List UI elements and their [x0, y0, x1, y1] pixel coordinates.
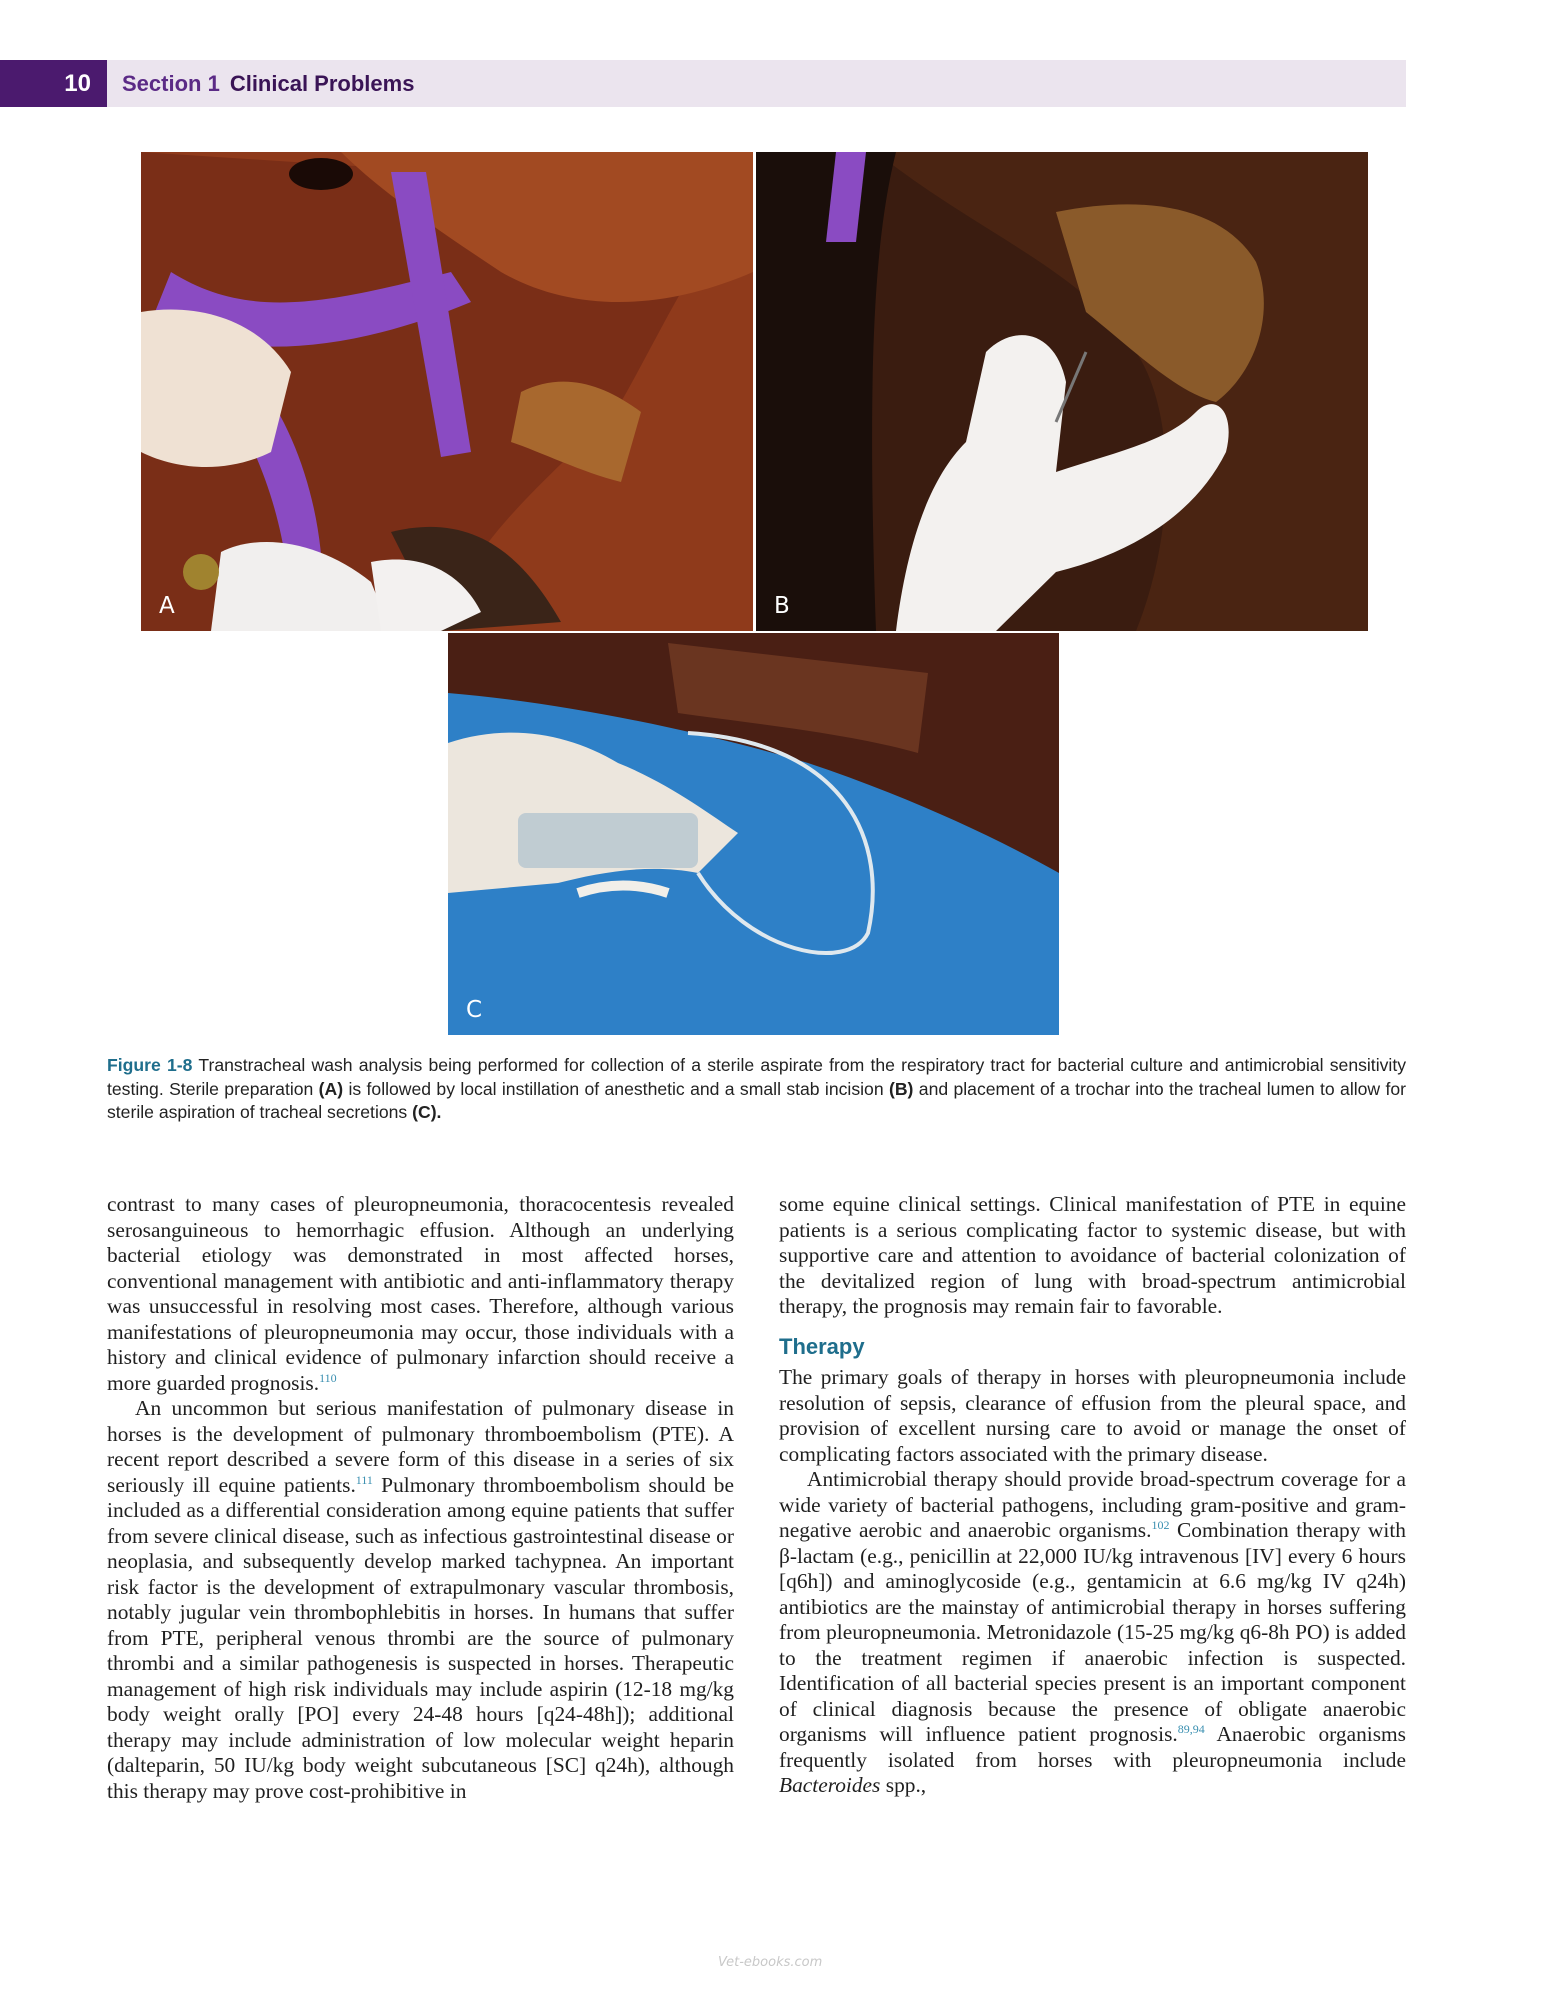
figure-caption	[107, 1054, 1406, 1125]
watermark: Vet-ebooks.com	[718, 1955, 823, 1970]
caption-text-3: and placement of a trochar into the tracheal lumen to allow for sterile aspiration of tracheal secretions	[107, 1078, 1407, 1122]
section-title: Clinical Problems	[229, 70, 415, 96]
right-paragraph-3	[779, 1467, 1406, 1799]
figure-label: Figure 1-8	[107, 1055, 193, 1075]
genus-name: Bacteroides	[779, 1773, 881, 1797]
running-head	[122, 60, 414, 107]
right-p3-text-b: Combination therapy with β-lactam (e.g., penicillin at 22,000 IU/kg intravenous [IV] every 6 hours [q6h]) and aminoglycoside (e.g., gentamicin at 6.6 mg/kg IV q24h) antibiotics are the mainstay of antimicrobial therapy in horses suffering from pleuropneumonia. Metronidazole (15-25 mg/kg q6-8h PO) is added to the treatment regimen if anaerobic infection is suspected. Identification of all bacterial species present is an important component of clinical diagnosis because the presence of obligate anaerobic organisms will influence patient prognosis.	[779, 1518, 1406, 1746]
left-p2-text-b: Pulmonary thromboembolism should be included as a differential consideration among equine patients that suffer from severe clinical disease, such as infectious gastrointestinal disease or neoplasia, and subsequently develop marked tachypnea. An important risk factor is the development of extrapulmonary vascular thrombosis, notably jugular vein thrombophlebitis in horses. In humans that suffer from PTE, peripheral venous thrombi are the source of pulmonary thrombi and a similar pathogenesis is suspected in horses. Therapeutic management of high risk individuals may include aspirin (12-18 mg/kg body weight orally [PO] every 24-48 hours [q24-48h]); additional therapy may include administration of low molecular weight heparin (dalteparin, 50 IU/kg body weight subcutaneous [SC] q24h), although this therapy may prove cost-prohibitive in	[107, 1472, 734, 1803]
caption-ref-c: (C).	[412, 1102, 442, 1122]
figure-panel-c	[448, 633, 1059, 1035]
panel-label-b: B	[774, 593, 790, 619]
reference-111[interactable]: 111	[355, 1472, 373, 1487]
panel-label-c: C	[466, 997, 483, 1023]
therapy-heading: Therapy	[779, 1333, 865, 1359]
right-column	[779, 1192, 1406, 1799]
figure-panel-a	[141, 152, 753, 631]
caption-text-2: is followed by local instillation of anesthetic and a small stab incision	[348, 1078, 884, 1099]
right-p3-text-a: Antimicrobial therapy should provide broad-spectrum coverage for a wide variety of bacterial pathogens, including gram-positive and gram-negative aerobic and anaerobic organisms.	[779, 1467, 1406, 1542]
caption-ref-b: (B)	[888, 1078, 914, 1099]
left-column	[107, 1192, 734, 1804]
page-number: 10	[0, 60, 107, 107]
left-p2-text-a: An uncommon but serious manifestation of pulmonary disease in horses is the development of pulmonary thromboembolism (PTE). A recent report described a severe form of this disease in a series of six seriously ill equine patients.	[107, 1396, 734, 1497]
right-p3-text-d: spp.,	[880, 1773, 927, 1797]
reference-89-94[interactable]: 89,94	[1177, 1722, 1205, 1736]
right-paragraph-1: some equine clinical settings. Clinical manifestation of PTE in equine patients is a serious complicating factor to systemic disease, but with supportive care and attention to avoidance of bacterial colonization of the devitalized region of lung with broad-spectrum antimicrobial therapy, the prognosis may remain fair to favorable.	[779, 1192, 1406, 1318]
reference-102[interactable]: 102	[1151, 1518, 1170, 1532]
left-paragraph-1	[107, 1192, 734, 1396]
right-paragraph-2: The primary goals of therapy in horses with pleuropneumonia include resolution of sepsis, clearance of effusion from the pleural space, and provision of excellent nursing care to avoid or manage the onset of complicating factors associated with the primary disease.	[779, 1365, 1406, 1466]
right-p3-text-c: Anaerobic organisms frequently isolated from horses with pleuropneumonia include	[779, 1722, 1406, 1772]
left-p1-text: contrast to many cases of pleuropneumonia, thoracocentesis revealed serosanguineous to hemorrhagic effusion. Although an underlying bacterial etiology was demonstrated in most affected horses, conventional management with antibiotic and anti-inflammatory therapy was unsuccessful in resolving most cases. Therefore, although various manifestations of pleuropneumonia may occur, those individuals with a history and clinical evidence of pulmonary infarction should receive a more guarded prognosis.	[107, 1192, 734, 1395]
caption-text-1: Transtracheal wash analysis being performed for collection of a sterile aspirate from the respiratory tract for bacterial culture and antimicrobial sensitivity testing. Sterile preparation	[107, 1055, 1406, 1099]
figure-panel-b	[756, 152, 1368, 631]
section-label: Section 1	[122, 70, 220, 96]
left-paragraph-2	[107, 1396, 734, 1804]
reference-110[interactable]: 110	[319, 1370, 337, 1385]
panel-label-a: A	[159, 593, 175, 619]
caption-ref-a: (A)	[318, 1078, 344, 1099]
